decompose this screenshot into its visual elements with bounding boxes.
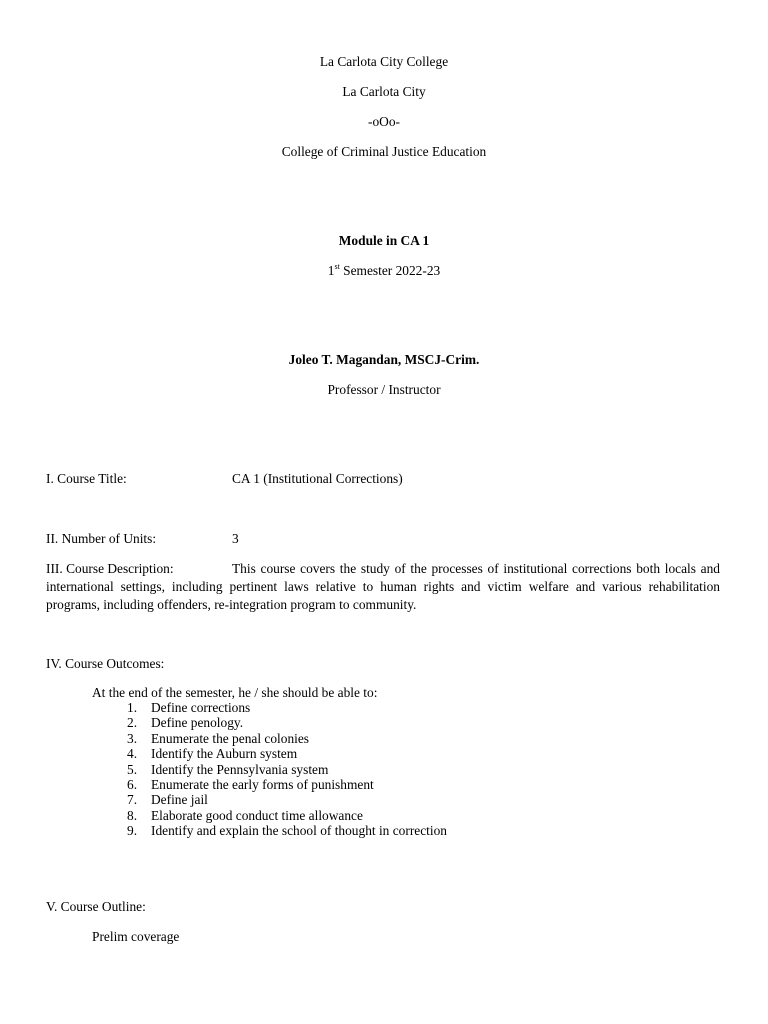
- description-text: This course covers the study of the processes of institutional corrections both locals and international settings, including pertinent laws relative to human rights and victim welfare and various rehabilitation programs, including offenders, re-integration program to community.: [46, 561, 720, 612]
- outline-item: Prelim coverage: [92, 929, 180, 944]
- list-item: 8. Elaborate good conduct time allowance: [127, 807, 363, 823]
- outline-label: V. Course Outline:: [46, 899, 146, 914]
- list-item: 9. Identify and explain the school of thought in correction: [127, 823, 447, 839]
- list-item: 6. Enumerate the early forms of punishment: [127, 776, 374, 792]
- outcomes-label: IV. Course Outcomes:: [46, 656, 165, 671]
- department-name: College of Criminal Justice Education: [281, 144, 487, 159]
- course-description: [46, 560, 720, 614]
- outcomes-intro: At the end of the semester, he / she should be able to:: [92, 685, 378, 700]
- units-value: 3: [232, 531, 239, 546]
- author-role: Professor / Instructor: [327, 382, 441, 397]
- module-title: Module in CA 1: [338, 233, 430, 248]
- list-item: 5. Identify the Pennsylvania system: [127, 761, 329, 777]
- semester-line: [0, 263, 768, 279]
- course-title-value: CA 1 (Institutional Corrections): [232, 471, 403, 486]
- list-item: 3. Enumerate the penal colonies: [127, 730, 310, 746]
- units-label: II. Number of Units:: [46, 531, 157, 546]
- list-item: 1. Define corrections: [127, 700, 251, 715]
- outcomes-list: [127, 700, 447, 839]
- list-item: 4. Identify the Auburn system: [127, 746, 298, 762]
- list-item: 2. Define penology.: [127, 715, 244, 731]
- college-name: La Carlota City College: [319, 54, 449, 69]
- ornament-divider: -oOo-: [368, 114, 400, 129]
- course-title-label: I. Course Title:: [46, 471, 127, 486]
- author-name: Joleo T. Magandan, MSCJ-Crim.: [288, 352, 480, 367]
- description-label: III. Course Description:: [46, 561, 174, 576]
- city-name: La Carlota City: [342, 84, 426, 99]
- list-item: 7. Define jail: [127, 792, 208, 808]
- semester-suffix: st: [334, 261, 340, 271]
- semester-number: 1: [327, 263, 335, 278]
- semester-text: Semester 2022-23: [339, 263, 441, 278]
